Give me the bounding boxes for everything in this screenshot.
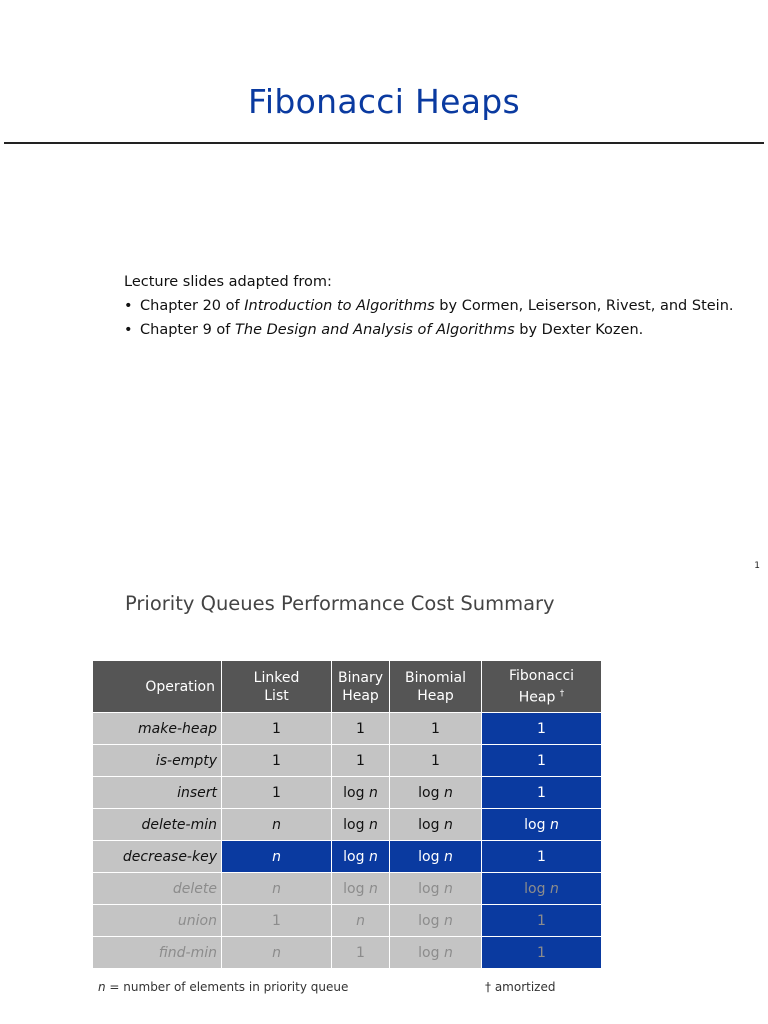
cost-cell: n (222, 841, 332, 873)
cost-cell: 1 (332, 713, 390, 745)
cost-cell: 1 (390, 745, 482, 777)
cost-cell: n (332, 905, 390, 937)
title-divider (4, 142, 764, 144)
cost-cell: log n (390, 905, 482, 937)
cost-cell: 1 (482, 937, 602, 969)
operation-cell: make-heap (93, 713, 222, 745)
operation-cell: insert (93, 777, 222, 809)
reference-item (124, 298, 734, 314)
cost-cell: log n (332, 777, 390, 809)
cost-cell: 1 (482, 841, 602, 873)
operation-cell: union (93, 905, 222, 937)
footnote-n: n = number of elements in priority queue (98, 980, 349, 994)
header-linked-list: Linked List (222, 661, 332, 713)
slide-title: Fibonacci Heaps (248, 82, 520, 121)
cost-cell: n (222, 809, 332, 841)
cost-cell: 1 (332, 937, 390, 969)
amortized-mark: † (559, 688, 565, 699)
table-row (93, 841, 602, 873)
reference-prefix: Chapter 20 of (140, 298, 245, 314)
page-number: 1 (754, 561, 760, 571)
table-row (93, 809, 602, 841)
cost-cell: 1 (482, 905, 602, 937)
table-row (93, 713, 602, 745)
header-operation: Operation (93, 661, 222, 713)
cost-cell: 1 (222, 905, 332, 937)
cost-cell: 1 (222, 777, 332, 809)
cost-cell: 1 (482, 713, 602, 745)
cost-cell: log n (482, 809, 602, 841)
table-row (93, 873, 602, 905)
cost-cell: n (222, 937, 332, 969)
operation-cell: delete-min (93, 809, 222, 841)
reference-prefix: Chapter 9 of (140, 322, 236, 338)
book-title: The Design and Analysis of Algorithms (235, 322, 515, 338)
cost-cell: 1 (482, 777, 602, 809)
cost-cell: 1 (332, 745, 390, 777)
references-block (124, 274, 734, 346)
footnote-amortized: † amortized (485, 980, 556, 994)
cost-cell: log n (332, 809, 390, 841)
reference-item (124, 322, 734, 338)
section-title: Priority Queues Performance Cost Summary (125, 592, 555, 615)
cost-cell: log n (390, 809, 482, 841)
references-intro: Lecture slides adapted from: (124, 274, 332, 290)
cost-cell: 1 (222, 713, 332, 745)
references-list (124, 298, 734, 338)
operation-cell: find-min (93, 937, 222, 969)
cost-summary-table (92, 660, 602, 969)
cost-cell: log n (482, 873, 602, 905)
table-body (93, 713, 602, 969)
cost-cell: log n (390, 777, 482, 809)
cost-cell: 1 (222, 745, 332, 777)
cost-cell: log n (332, 873, 390, 905)
cost-cell: log n (390, 841, 482, 873)
reference-authors: by Dexter Kozen. (514, 322, 644, 338)
cost-cell: 1 (390, 713, 482, 745)
table-row (93, 937, 602, 969)
table-row (93, 777, 602, 809)
bullet: • (124, 298, 133, 314)
cost-cell: log n (390, 873, 482, 905)
table-row (93, 905, 602, 937)
bullet: • (124, 322, 133, 338)
table-row (93, 745, 602, 777)
reference-authors: by Cormen, Leiserson, Rivest, and Stein. (434, 298, 734, 314)
table-header-row (93, 661, 602, 713)
operation-cell: decrease-key (93, 841, 222, 873)
cost-cell: n (222, 873, 332, 905)
cost-cell: log n (332, 841, 390, 873)
operation-cell: is-empty (93, 745, 222, 777)
header-fibonacci-heap: Fibonacci Heap † (482, 661, 602, 713)
cost-cell: 1 (482, 745, 602, 777)
header-binary-heap: Binary Heap (332, 661, 390, 713)
header-binomial-heap: Binomial Heap (390, 661, 482, 713)
cost-cell: log n (390, 937, 482, 969)
book-title: Introduction to Algorithms (244, 298, 435, 314)
operation-cell: delete (93, 873, 222, 905)
